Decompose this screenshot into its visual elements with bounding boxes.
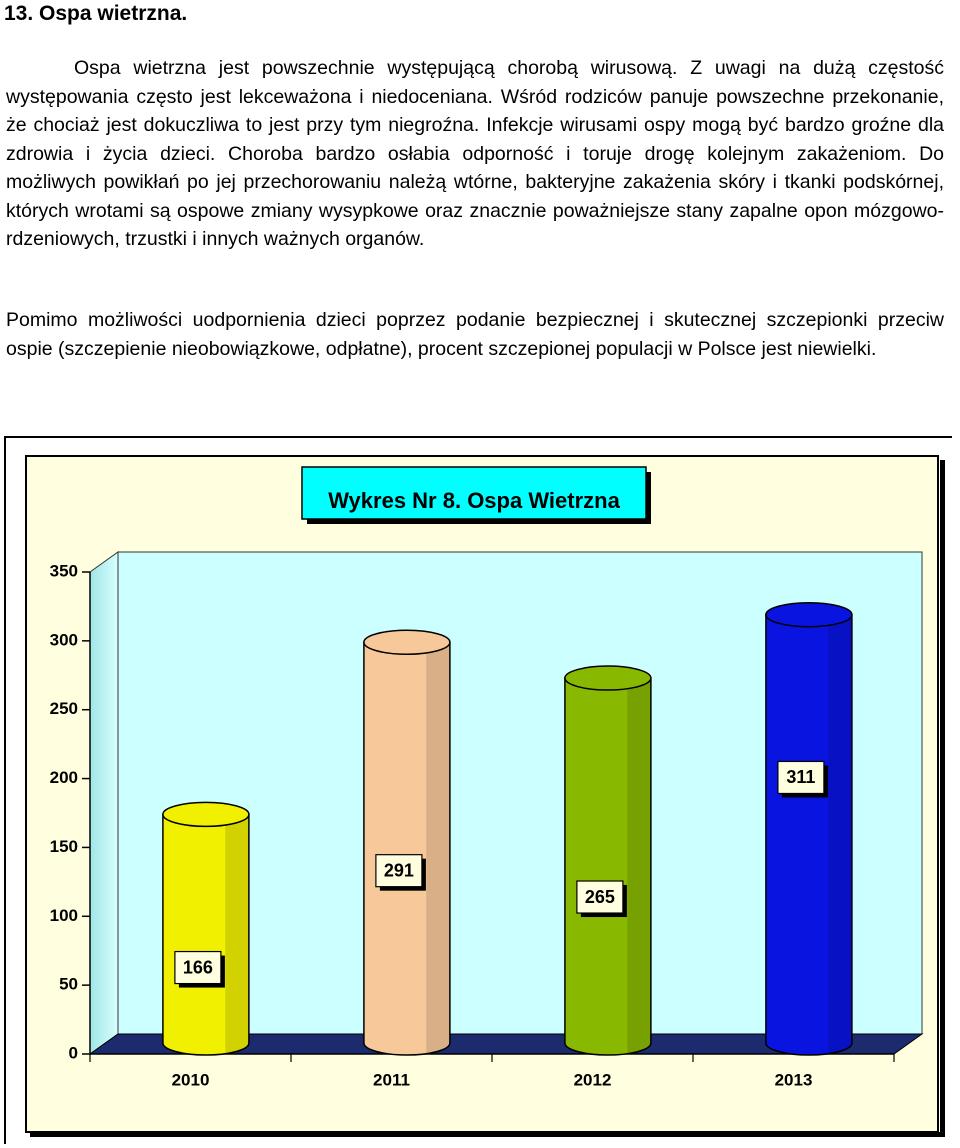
y-tick-label: 300 <box>49 630 78 650</box>
bar-2010 <box>163 802 249 1055</box>
chart-title: Wykres Nr 8. Ospa Wietrzna <box>328 487 620 513</box>
y-tick-label: 250 <box>49 699 78 719</box>
bar-2012 <box>565 666 651 1055</box>
bar-top <box>163 802 249 826</box>
x-tick-label: 2011 <box>373 1070 410 1090</box>
value-label: 166 <box>182 957 213 978</box>
bar-shade <box>828 615 852 1054</box>
x-tick-label: 2013 <box>774 1070 813 1090</box>
bar-shade <box>426 642 450 1054</box>
x-tick-label: 2012 <box>573 1070 612 1090</box>
bar-top <box>364 630 450 654</box>
y-tick-label: 350 <box>49 561 78 581</box>
x-tick-label: 2010 <box>171 1070 210 1090</box>
y-tick-label: 200 <box>49 768 78 788</box>
value-label: 291 <box>383 860 414 881</box>
bar-chart <box>6 438 954 1146</box>
value-label: 265 <box>584 886 615 907</box>
section-heading: 13. Ospa wietrzna. <box>4 2 188 25</box>
bar-2013 <box>766 603 852 1055</box>
intro-paragraph: Ospa wietrzna jest powszechnie występującą chorobą wirusową. Z uwagi na dużą częstość występowania często jest lekceważona i niedoceniana. Wśród rodziców panuje powszechne przekonanie, że chociaż jest dokuczliwa to jest przy tym niegroźna. Infekcje wirusami ospy mogą być bardzo groźne dla zdrowia i życia dzieci. Choroba bardzo osłabia odporność i toruje drogę kolejnym zakażeniom. Do możliwych powikłań po jej przechorowaniu należą wtórne, bakteryjne zakażenia skóry i tkanki podskórnej, których wrotami są ospowe zmiany wysypkowe oraz znacznie poważniejsze stany zapalne opon mózgowo-rdzeniowych, trzustki i innych ważnych organów. <box>6 57 944 250</box>
y-tick-label: 100 <box>49 905 78 925</box>
bar-top <box>565 666 651 690</box>
vaccination-paragraph: Pomimo możliwości uodpornienia dzieci poprzez podanie bezpiecznej i skutecznej szczepionki przeciw ospie (szczepienie nieobowiązkowe, odpłatne), procent szczepionej populacji w Polsce jest niewielki. <box>6 309 944 360</box>
chart-frame <box>4 436 952 1144</box>
y-tick-label: 150 <box>49 836 78 856</box>
value-label: 311 <box>786 767 816 788</box>
bar-shade <box>225 814 249 1053</box>
bar-top <box>766 603 852 627</box>
bar-shade <box>627 678 651 1054</box>
bar-2011 <box>364 630 450 1055</box>
y-tick-label: 0 <box>68 1043 78 1063</box>
y-tick-label: 50 <box>59 974 78 994</box>
